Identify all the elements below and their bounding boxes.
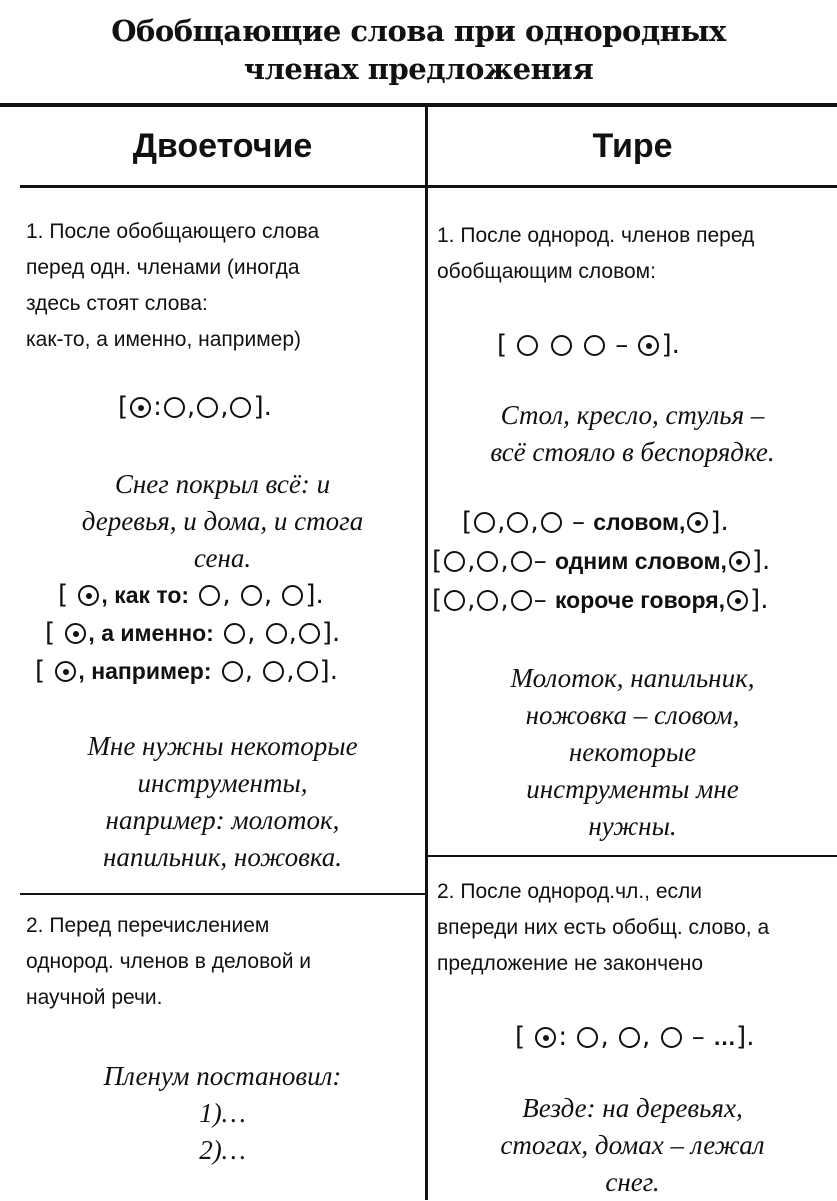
rule-line: впереди них есть обобщ. слово, а [437, 916, 770, 939]
right-rule-1 [437, 218, 754, 290]
page-title-line2: членах предложения [243, 52, 594, 86]
example-line: снег. [605, 1167, 660, 1197]
left-example-2 [20, 728, 425, 876]
right-scheme-slovom: [ , , – словом, ]. [462, 507, 729, 537]
left-section-divider [20, 893, 427, 895]
example-line: 1)… [199, 1098, 246, 1128]
right-example-1 [428, 397, 837, 471]
example-line: инструменты мне [526, 774, 739, 804]
rule-line: 1. После однород. членов перед [437, 224, 755, 247]
column-header-dash: Тире [592, 127, 673, 165]
left-rule-1 [26, 214, 319, 358]
rule-line: предложение не закончено [437, 952, 704, 975]
example-line: Везде: на деревьях, [522, 1093, 743, 1123]
right-rule-2 [437, 874, 769, 982]
left-scheme-1: [ : , , ]. [118, 392, 272, 422]
right-scheme-2: [ : , , – …]. [515, 1022, 755, 1052]
rule-line: научной речи. [26, 986, 163, 1009]
example-line: Мне нужны некоторые [87, 731, 358, 761]
left-example-1 [20, 466, 425, 577]
right-scheme-odnim-slovom: [ , , – одним словом, ]. [432, 546, 771, 576]
example-line: Стол, кресло, стулья – [500, 400, 765, 430]
right-section-divider [427, 855, 837, 857]
example-line: Молоток, напильник, [510, 663, 755, 693]
example-line: стогах, домах – лежал [500, 1130, 765, 1160]
right-scheme-1: [ – ]. [497, 330, 680, 360]
example-line: напильник, ножовка. [102, 842, 343, 872]
example-line: Пленум постановил: [103, 1061, 342, 1091]
example-line: например: молоток, [105, 805, 340, 835]
right-scheme-koroche: [ , , – короче говоря, ]. [432, 585, 769, 615]
example-line: сена. [193, 543, 252, 573]
left-scheme-naprimer: [ , например: , , ]. [35, 656, 338, 686]
rule-line: обобщающим словом: [437, 260, 656, 283]
left-example-3 [20, 1058, 425, 1169]
right-example-3 [428, 1090, 837, 1201]
header-bottom-border [20, 185, 837, 188]
rule-line: перед одн. членами (иногда [26, 256, 300, 279]
example-line: нужны. [588, 811, 677, 841]
left-rule-2 [26, 908, 311, 1016]
example-line: инструменты, [137, 768, 308, 798]
rule-line: как-то, а именно, например) [26, 328, 301, 351]
example-line: всё стояло в беспорядке. [490, 437, 775, 467]
left-scheme-a-imenno: [ , а именно: , , ]. [45, 618, 341, 648]
example-line: Снег покрыл всё: и [114, 469, 331, 499]
rule-line: 2. Перед перечислением [26, 914, 270, 937]
rule-line: 1. После обобщающего слова [26, 220, 320, 243]
right-example-2 [428, 660, 837, 845]
left-scheme-kak-to: [ , как то: , , ]. [58, 580, 324, 610]
page-title-line1: Обобщающие слова при однородных [111, 14, 726, 48]
rule-line: однород. членов в деловой и [26, 950, 311, 973]
table-top-border [0, 103, 837, 107]
column-divider [425, 103, 428, 1200]
rule-line: 2. После однород.чл., если [437, 880, 702, 903]
example-line: ножовка – словом, [525, 700, 740, 730]
example-line: 2)… [199, 1135, 246, 1165]
example-line: некоторые [568, 737, 697, 767]
rule-line: здесь стоят слова: [26, 292, 208, 315]
example-line: деревья, и дома, и стога [81, 506, 364, 536]
column-header-colon: Двоеточие [132, 127, 313, 165]
